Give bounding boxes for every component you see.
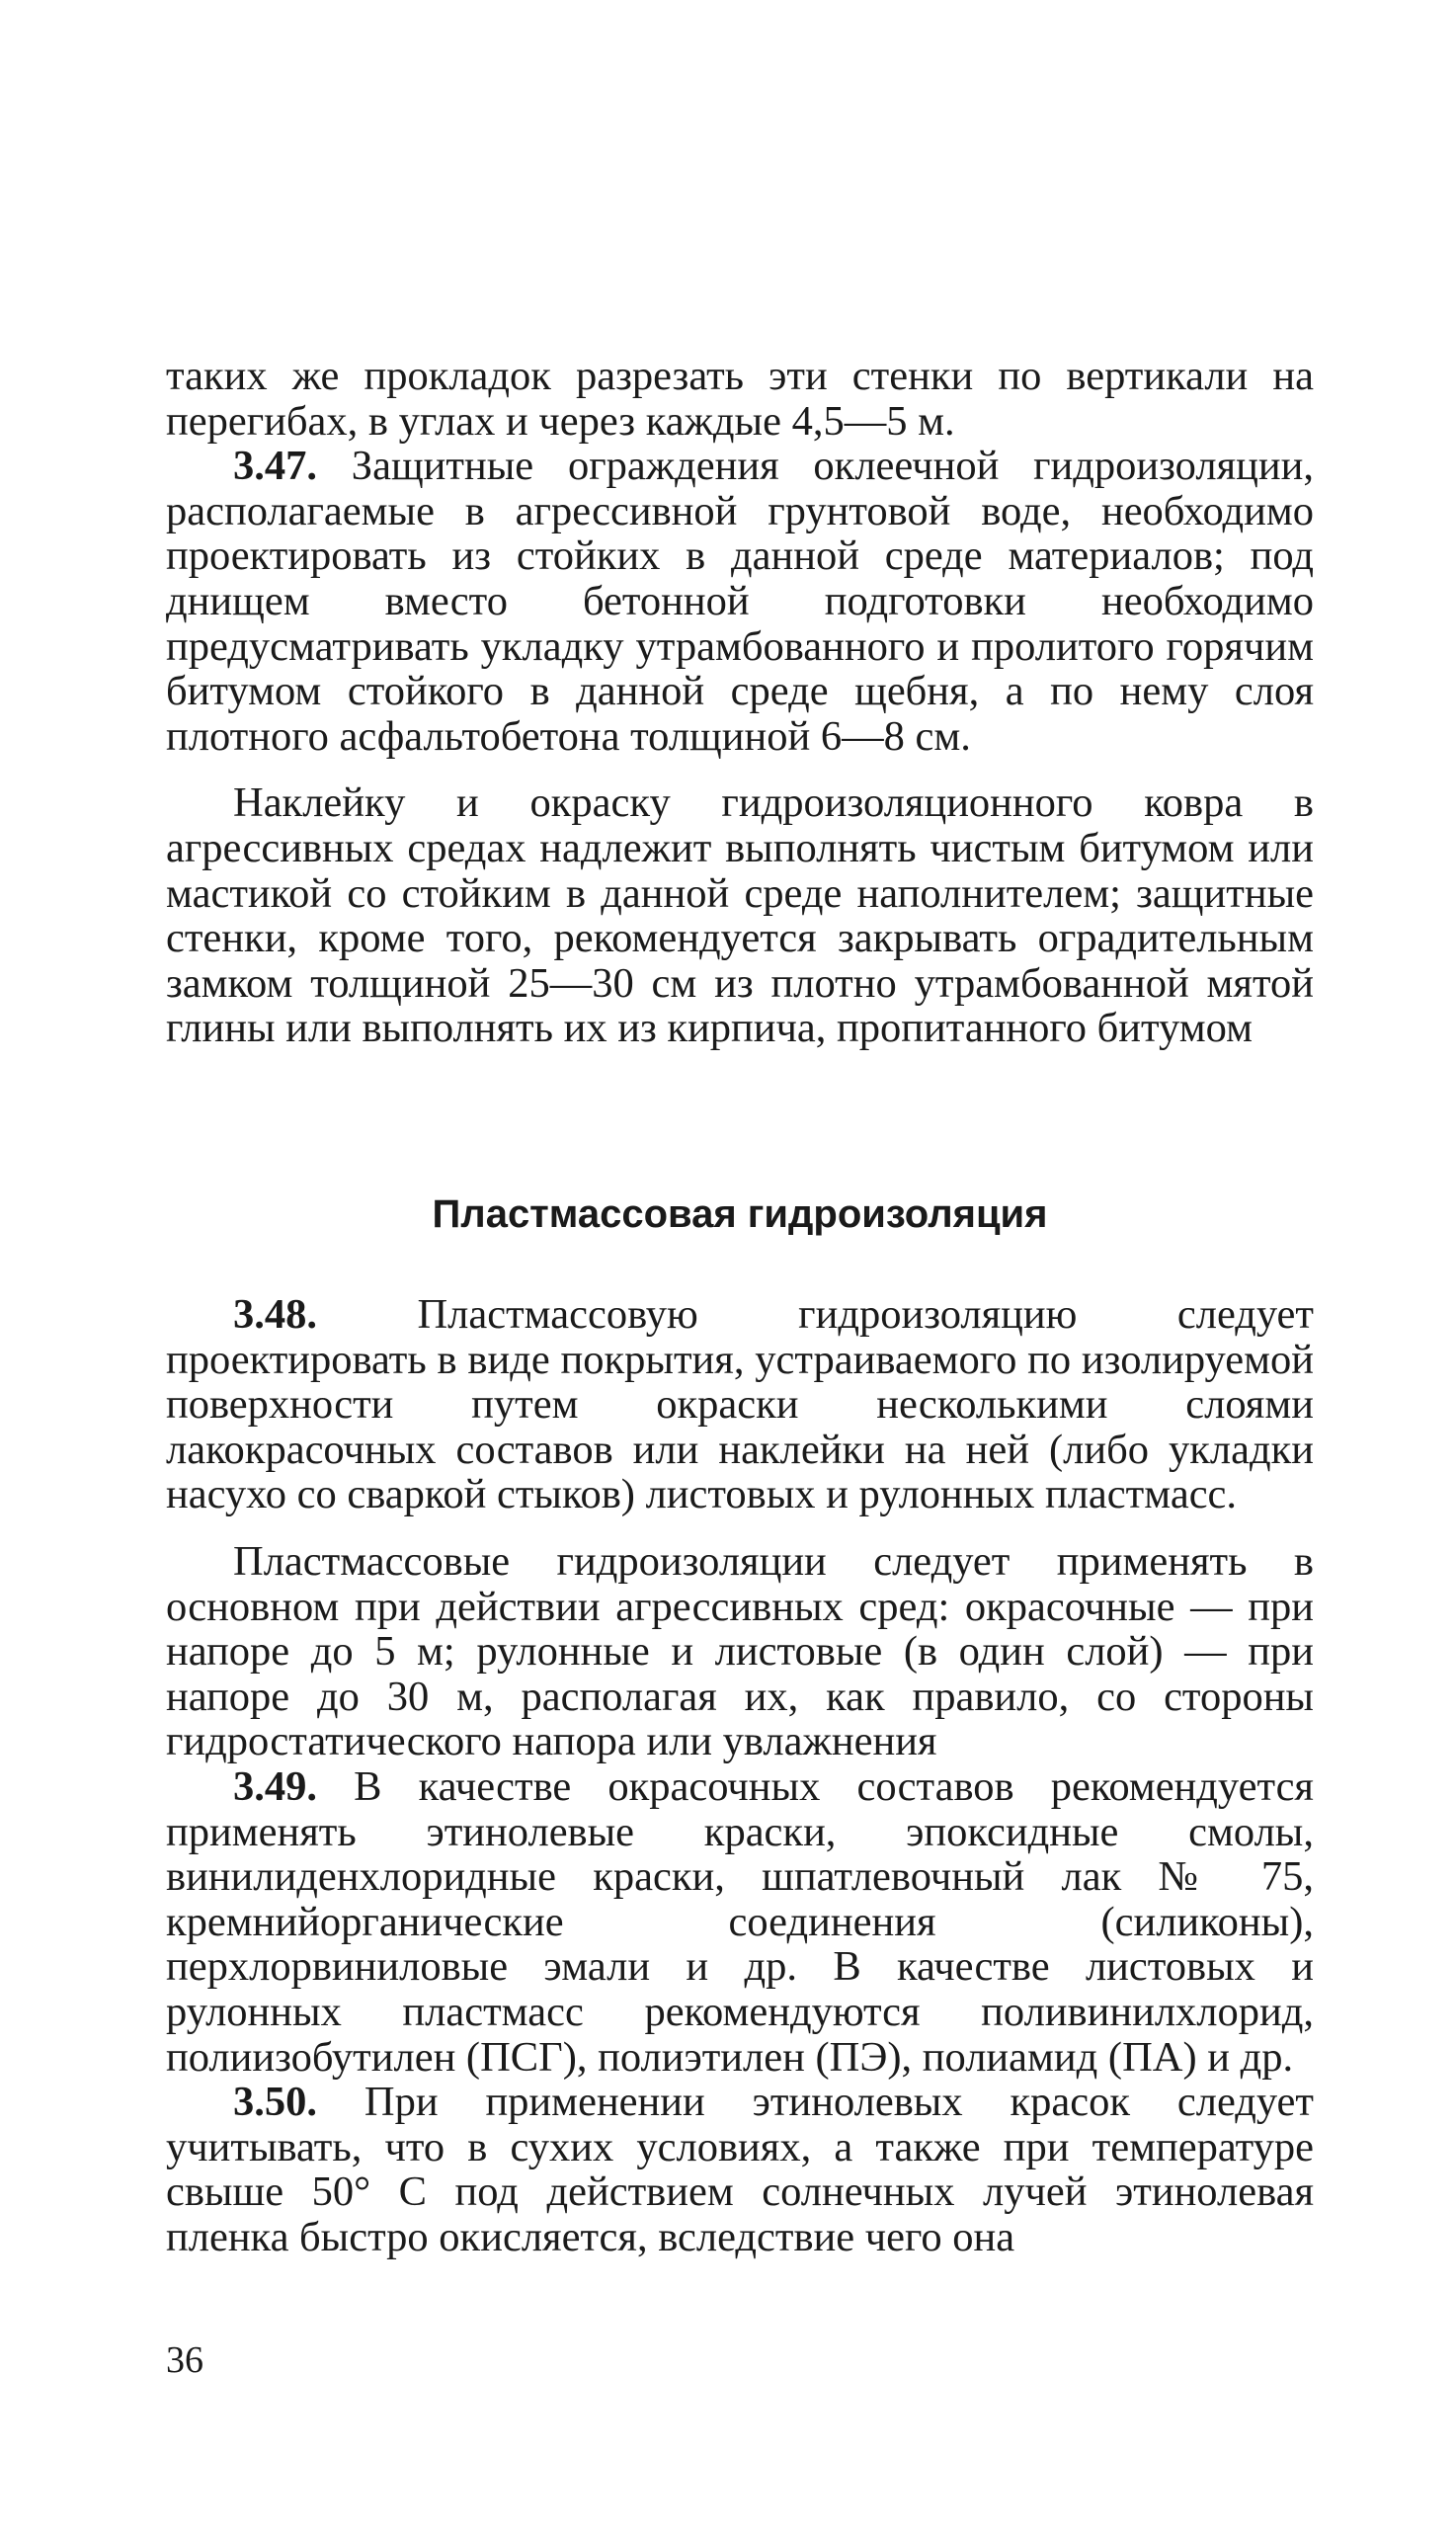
section-number: 3.47. (233, 443, 317, 490)
paragraph-text: В качестве окрасочных составов рекомендуется применять этинолевые краски, эпоксидные смолы, винилиденхлоридные краски, шпатлевочный лак № 75, кремнийорганические соединения (силиконы), перхлорвиниловые эмали и др. В качестве листовых и рулонных пластмасс рекомендуются поливинилхлорид, полиизобутилен (ПСГ), полиэтилен (ПЭ), полиамид (ПА) и др. (166, 1762, 1314, 2081)
paragraph-sticking: Наклейку и окраску гидроизоляционного ковра в агрессивных средах надлежит выполнять чистым битумом или мастикой со стойким в данной среде наполнителем; защитные стенки, кроме того, рекомендуется закрывать оградительным замком толщиной 25—30 см из плотно утрамбованной мятой глины или выполнять их из кирпича, пропитанного битумом (166, 779, 1314, 1052)
section-number: 3.49. (233, 1762, 317, 1810)
section-number: 3.50. (233, 2079, 317, 2126)
section-heading: Пластмассовая гидроизоляция (432, 1192, 1048, 1236)
paragraph-text: Пластмассовую гидроизоляцию следует проектировать в виде покрытия, устраиваемого по изолируемой поверхности путем окраски несколькими слоями лакокрасочных составов или наклейки на ней (либо укладки насухо со сваркой стыков) листовых и рулонных пластмасс. (166, 1291, 1314, 1518)
section-number: 3.48. (233, 1291, 317, 1338)
paragraph-3-50 (166, 2080, 1314, 2259)
text-block-lower (166, 1292, 1314, 2259)
paragraph-continuation: таких же прокладок разрезать эти стенки по вертикали на перегибах, в углах и через каждые 4,5—5 м. (166, 353, 1314, 445)
paragraph-plastic-usage: Пластмассовые гидроизоляции следует применять в основном при действии агрессивных сред: окрасочные — при напоре до 5 м; рулонные и листовые (в один слой) — при напоре до 30 м, располагая их, как правило, со стороны гидростатического напора или увлажнения (166, 1537, 1314, 1765)
paragraph-text: При применении этинолевых красок следует учитывать, что в сухих условиях, а также при температуре свыше 50° С под действием солнечных лучей этинолевая пленка быстро окисляется, вследствие чего она (166, 2079, 1314, 2260)
paragraph-text: Защитные ограждения оклеечной гидроизоляции, располагаемые в агрессивной грунтовой воде, необходимо проектировать из стойких в данной среде материалов; под днищем вместо бетонной подготовки необходимо предусматривать укладку утрамбованного и пролитого горячим битумом стойкого в данной среде щебня, а по нему слоя плотного асфальтобетона толщиной 6—8 см. (166, 443, 1314, 760)
paragraph-3-47 (166, 444, 1314, 759)
paragraph-3-49 (166, 1764, 1314, 2080)
text-block-upper (166, 354, 1314, 1051)
paragraph-3-48 (166, 1292, 1314, 1517)
page-number: 36 (166, 2339, 203, 2381)
